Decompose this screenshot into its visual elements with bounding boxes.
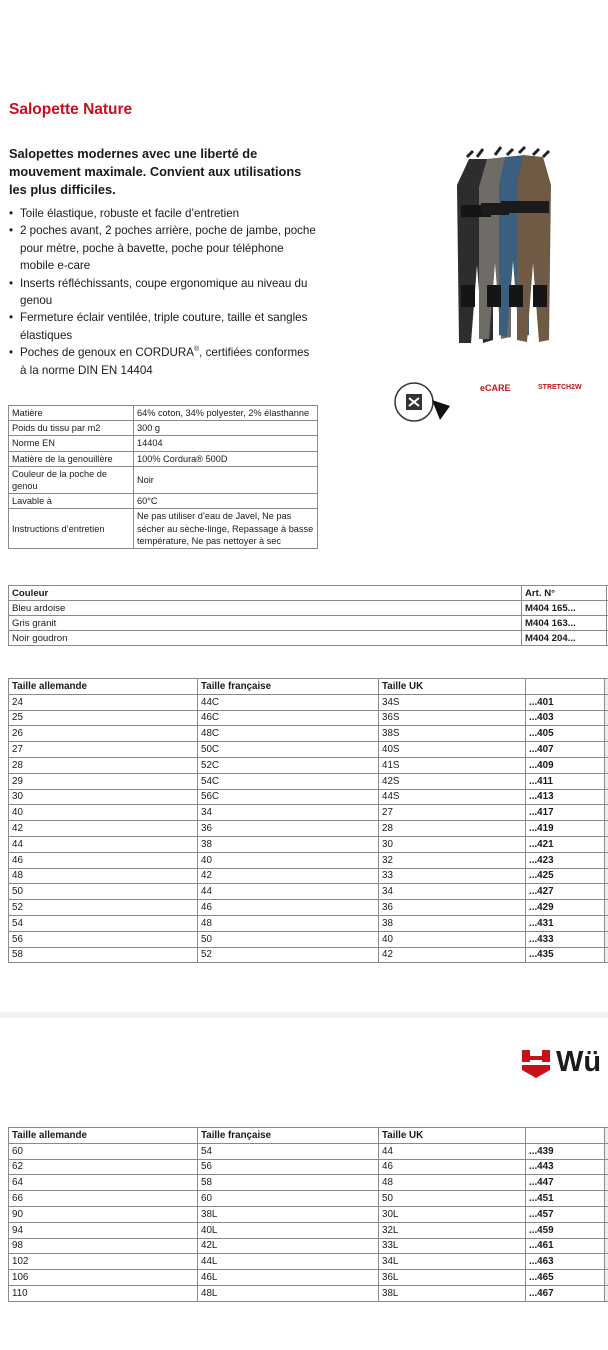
size-fr-cell: 40L <box>198 1222 379 1238</box>
table-row <box>9 1270 608 1286</box>
size-uk-cell: 46 <box>379 1159 526 1175</box>
grey-cell <box>605 852 608 868</box>
size-uk-cell: 33L <box>379 1238 526 1254</box>
size-de-cell: 28 <box>9 757 198 773</box>
size-fr-cell: 58 <box>198 1175 379 1191</box>
art-header <box>526 679 605 695</box>
size-uk-cell: 40 <box>379 931 526 947</box>
spec-label: Matière de la genouillère <box>9 451 134 466</box>
logo-text: Wü <box>556 1048 602 1078</box>
size-de-cell: 106 <box>9 1270 198 1286</box>
table-row <box>9 742 608 758</box>
table-row <box>9 694 608 710</box>
spec-value: Noir <box>134 466 318 493</box>
size-fr-cell: 54 <box>198 1143 379 1159</box>
feature-item: • Toile élastique, robuste et facile d’entretien <box>9 205 319 222</box>
size-de-cell: 58 <box>9 947 198 963</box>
size-fr-cell: 46L <box>198 1270 379 1286</box>
size-de-cell: 27 <box>9 742 198 758</box>
size-uk-cell: 42S <box>379 773 526 789</box>
wurth-logo-icon <box>520 1048 552 1080</box>
size-fr-cell: 38 <box>198 836 379 852</box>
size-table-1 <box>8 678 608 963</box>
size-de-cell: 26 <box>9 726 198 742</box>
size-fr-cell: 56C <box>198 789 379 805</box>
size-de-cell: 48 <box>9 868 198 884</box>
size-de-cell: 40 <box>9 805 198 821</box>
table-row <box>9 616 608 631</box>
art-suffix-cell: ...427 <box>526 884 605 900</box>
art-suffix-cell: ...419 <box>526 821 605 837</box>
size-uk-cell: 33 <box>379 868 526 884</box>
art-header: Art. N° <box>522 586 607 601</box>
table-row <box>9 1222 608 1238</box>
size-fr-cell: 56 <box>198 1159 379 1175</box>
table-row <box>9 821 608 837</box>
size-de-header: Taille allemande <box>9 1128 198 1144</box>
size-uk-cell: 44 <box>379 1143 526 1159</box>
size-de-cell: 46 <box>9 852 198 868</box>
spec-label: Instructions d’entretien <box>9 509 134 549</box>
grey-cell <box>605 773 608 789</box>
size-uk-cell: 28 <box>379 821 526 837</box>
size-uk-cell: 50 <box>379 1191 526 1207</box>
page-divider <box>0 1012 608 1018</box>
size-uk-cell: 30 <box>379 836 526 852</box>
table-row <box>9 852 608 868</box>
table-row <box>9 436 318 451</box>
art-suffix-cell: ...423 <box>526 852 605 868</box>
size-uk-cell: 32L <box>379 1222 526 1238</box>
table-row <box>9 726 608 742</box>
size-uk-cell: 44S <box>379 789 526 805</box>
size-de-cell: 62 <box>9 1159 198 1175</box>
art-suffix-cell: ...463 <box>526 1254 605 1270</box>
size-uk-cell: 38 <box>379 915 526 931</box>
grey-cell <box>605 947 608 963</box>
overall-product-image <box>447 145 567 355</box>
size-de-cell: 64 <box>9 1175 198 1191</box>
size-uk-header: Taille UK <box>379 679 526 695</box>
size-fr-cell: 34 <box>198 805 379 821</box>
art-header <box>526 1128 605 1144</box>
size-fr-header: Taille française <box>198 679 379 695</box>
spec-label: Poids du tissu par m2 <box>9 421 134 436</box>
size-fr-cell: 38L <box>198 1206 379 1222</box>
color-table <box>8 585 608 646</box>
size-de-cell: 52 <box>9 900 198 916</box>
grey-cell <box>605 931 608 947</box>
grey-cell <box>605 710 608 726</box>
feature-item: • Inserts réfléchissants, coupe ergonomique au niveau du genou <box>9 275 319 310</box>
art-suffix-cell: ...447 <box>526 1175 605 1191</box>
table-row <box>9 947 608 963</box>
size-uk-cell: 38L <box>379 1285 526 1301</box>
table-row <box>9 451 318 466</box>
grey-cell <box>605 900 608 916</box>
grey-cell <box>605 1238 608 1254</box>
size-uk-cell: 27 <box>379 805 526 821</box>
spec-value: 100% Cordura® 500D <box>134 451 318 466</box>
feature-list <box>9 205 319 379</box>
feature-sup: ® <box>194 346 200 354</box>
table-header-row <box>9 1128 608 1144</box>
grey-cell <box>605 1270 608 1286</box>
spec-value: 300 g <box>134 421 318 436</box>
art-suffix-cell: ...439 <box>526 1143 605 1159</box>
grey-cell <box>605 805 608 821</box>
size-de-cell: 42 <box>9 821 198 837</box>
size-uk-cell: 30L <box>379 1206 526 1222</box>
feature-text: , certifiées conformes à la norme DIN EN 14404 <box>20 346 310 377</box>
ecare-badge: eCARE <box>480 383 511 393</box>
size-de-cell: 56 <box>9 931 198 947</box>
size-uk-header: Taille UK <box>379 1128 526 1144</box>
table-row <box>9 1254 608 1270</box>
size-de-cell: 54 <box>9 915 198 931</box>
color-header: Couleur <box>9 586 522 601</box>
size-fr-header: Taille française <box>198 1128 379 1144</box>
art-number: M404 163... <box>522 616 607 631</box>
table-row <box>9 884 608 900</box>
table-row <box>9 1143 608 1159</box>
size-fr-cell: 44 <box>198 884 379 900</box>
table-header-row <box>9 679 608 695</box>
table-row <box>9 1191 608 1207</box>
size-fr-cell: 42L <box>198 1238 379 1254</box>
spec-label: Norme EN <box>9 436 134 451</box>
art-suffix-cell: ...465 <box>526 1270 605 1286</box>
art-suffix-cell: ...403 <box>526 710 605 726</box>
size-uk-cell: 32 <box>379 852 526 868</box>
size-table-body <box>9 1143 608 1301</box>
size-de-cell: 98 <box>9 1238 198 1254</box>
size-de-header: Taille allemande <box>9 679 198 695</box>
art-suffix-cell: ...431 <box>526 915 605 931</box>
size-uk-cell: 34S <box>379 694 526 710</box>
size-uk-cell: 40S <box>379 742 526 758</box>
table-row <box>9 1206 608 1222</box>
spec-value: Ne pas utiliser d’eau de Javel, Ne pas sécher au sèche-linge, Repassage à basse température, Ne pas nettoyer à sec <box>134 509 318 549</box>
grey-cell <box>605 836 608 852</box>
feature-item: • Fermeture éclair ventilée, triple couture, taille et sangles élastiques <box>9 309 319 344</box>
size-uk-cell: 41S <box>379 757 526 773</box>
size-fr-cell: 40 <box>198 852 379 868</box>
grey-cell <box>605 915 608 931</box>
size-fr-cell: 52C <box>198 757 379 773</box>
size-de-cell: 60 <box>9 1143 198 1159</box>
size-fr-cell: 60 <box>198 1191 379 1207</box>
size-de-cell: 102 <box>9 1254 198 1270</box>
feature-item <box>9 344 319 379</box>
grey-cell <box>605 1128 608 1144</box>
size-fr-cell: 50 <box>198 931 379 947</box>
size-fr-cell: 50C <box>198 742 379 758</box>
spec-value: 14404 <box>134 436 318 451</box>
art-suffix-cell: ...401 <box>526 694 605 710</box>
art-number: M404 165... <box>522 601 607 616</box>
size-fr-cell: 44L <box>198 1254 379 1270</box>
grey-cell <box>605 742 608 758</box>
art-suffix-cell: ...443 <box>526 1159 605 1175</box>
grey-cell <box>605 789 608 805</box>
color-name: Gris granit <box>9 616 522 631</box>
feature-item: • 2 poches avant, 2 poches arrière, poche de jambe, poche pour mètre, poche à bavette, poche pour téléphone mobile e-care <box>9 222 319 274</box>
grey-cell <box>605 1285 608 1301</box>
grey-cell <box>605 1206 608 1222</box>
color-name: Bleu ardoise <box>9 601 522 616</box>
art-suffix-cell: ...407 <box>526 742 605 758</box>
table-row <box>9 710 608 726</box>
table-row <box>9 868 608 884</box>
table-row <box>9 915 608 931</box>
size-fr-cell: 48C <box>198 726 379 742</box>
table-row <box>9 1159 608 1175</box>
table-row <box>9 466 318 493</box>
art-number: M404 204... <box>522 631 607 646</box>
size-fr-cell: 46C <box>198 710 379 726</box>
art-suffix-cell: ...429 <box>526 900 605 916</box>
size-fr-cell: 42 <box>198 868 379 884</box>
quality-certification-badge <box>392 380 456 424</box>
table-row <box>9 1175 608 1191</box>
stretch-badge: STRETCH2W <box>538 384 582 391</box>
grey-cell <box>605 1159 608 1175</box>
grey-cell <box>605 1222 608 1238</box>
size-de-cell: 94 <box>9 1222 198 1238</box>
size-uk-cell: 34L <box>379 1254 526 1270</box>
size-table-body <box>9 694 608 963</box>
size-uk-cell: 36L <box>379 1270 526 1286</box>
grey-cell <box>605 1254 608 1270</box>
art-suffix-cell: ...405 <box>526 726 605 742</box>
spec-value: 64% coton, 34% polyester, 2% élasthanne <box>134 406 318 421</box>
table-row <box>9 1238 608 1254</box>
grey-cell <box>605 726 608 742</box>
size-fr-cell: 46 <box>198 900 379 916</box>
table-row <box>9 836 608 852</box>
spec-label: Couleur de la poche de genou <box>9 466 134 493</box>
size-uk-cell: 34 <box>379 884 526 900</box>
size-fr-cell: 48L <box>198 1285 379 1301</box>
size-fr-cell: 54C <box>198 773 379 789</box>
art-suffix-cell: ...421 <box>526 836 605 852</box>
size-de-cell: 110 <box>9 1285 198 1301</box>
table-row <box>9 406 318 421</box>
spec-value: 60°C <box>134 494 318 509</box>
table-row <box>9 789 608 805</box>
table-row <box>9 601 608 616</box>
grey-cell <box>605 868 608 884</box>
size-uk-cell: 38S <box>379 726 526 742</box>
grey-cell <box>605 757 608 773</box>
art-suffix-cell: ...425 <box>526 868 605 884</box>
size-de-cell: 44 <box>9 836 198 852</box>
size-de-cell: 90 <box>9 1206 198 1222</box>
grey-cell <box>605 1143 608 1159</box>
table-header-row <box>9 586 608 601</box>
size-table-2 <box>8 1127 608 1302</box>
art-suffix-cell: ...459 <box>526 1222 605 1238</box>
grey-cell <box>605 1175 608 1191</box>
art-suffix-cell: ...451 <box>526 1191 605 1207</box>
size-de-cell: 25 <box>9 710 198 726</box>
table-row <box>9 805 608 821</box>
size-fr-cell: 48 <box>198 915 379 931</box>
color-name: Noir goudron <box>9 631 522 646</box>
size-uk-cell: 36S <box>379 710 526 726</box>
size-de-cell: 66 <box>9 1191 198 1207</box>
table-row <box>9 421 318 436</box>
art-suffix-cell: ...411 <box>526 773 605 789</box>
grey-cell <box>605 1191 608 1207</box>
spec-label: Matière <box>9 406 134 421</box>
art-suffix-cell: ...457 <box>526 1206 605 1222</box>
wurth-logo <box>520 1048 608 1080</box>
art-suffix-cell: ...467 <box>526 1285 605 1301</box>
page-title: Salopette Nature <box>9 101 133 118</box>
table-row <box>9 1285 608 1301</box>
art-suffix-cell: ...413 <box>526 789 605 805</box>
size-fr-cell: 52 <box>198 947 379 963</box>
specs-table <box>8 405 318 549</box>
grey-cell <box>605 884 608 900</box>
table-row <box>9 757 608 773</box>
art-suffix-cell: ...409 <box>526 757 605 773</box>
size-de-cell: 50 <box>9 884 198 900</box>
table-row <box>9 509 318 549</box>
table-row <box>9 900 608 916</box>
table-row <box>9 773 608 789</box>
art-suffix-cell: ...435 <box>526 947 605 963</box>
size-uk-cell: 36 <box>379 900 526 916</box>
intro-text: Salopettes modernes avec une liberté de mouvement maximale. Convient aux utilisations les plus difficiles. <box>9 146 302 197</box>
table-row <box>9 931 608 947</box>
size-de-cell: 24 <box>9 694 198 710</box>
table-row <box>9 631 608 646</box>
size-fr-cell: 44C <box>198 694 379 710</box>
size-uk-cell: 48 <box>379 1175 526 1191</box>
table-row <box>9 494 318 509</box>
art-suffix-cell: ...417 <box>526 805 605 821</box>
size-fr-cell: 36 <box>198 821 379 837</box>
art-suffix-cell: ...433 <box>526 931 605 947</box>
size-uk-cell: 42 <box>379 947 526 963</box>
spec-label: Lavable à <box>9 494 134 509</box>
grey-cell <box>605 679 608 695</box>
size-de-cell: 29 <box>9 773 198 789</box>
grey-cell <box>605 694 608 710</box>
art-suffix-cell: ...461 <box>526 1238 605 1254</box>
grey-cell <box>605 821 608 837</box>
feature-text: Poches de genoux en CORDURA <box>20 346 194 360</box>
size-de-cell: 30 <box>9 789 198 805</box>
